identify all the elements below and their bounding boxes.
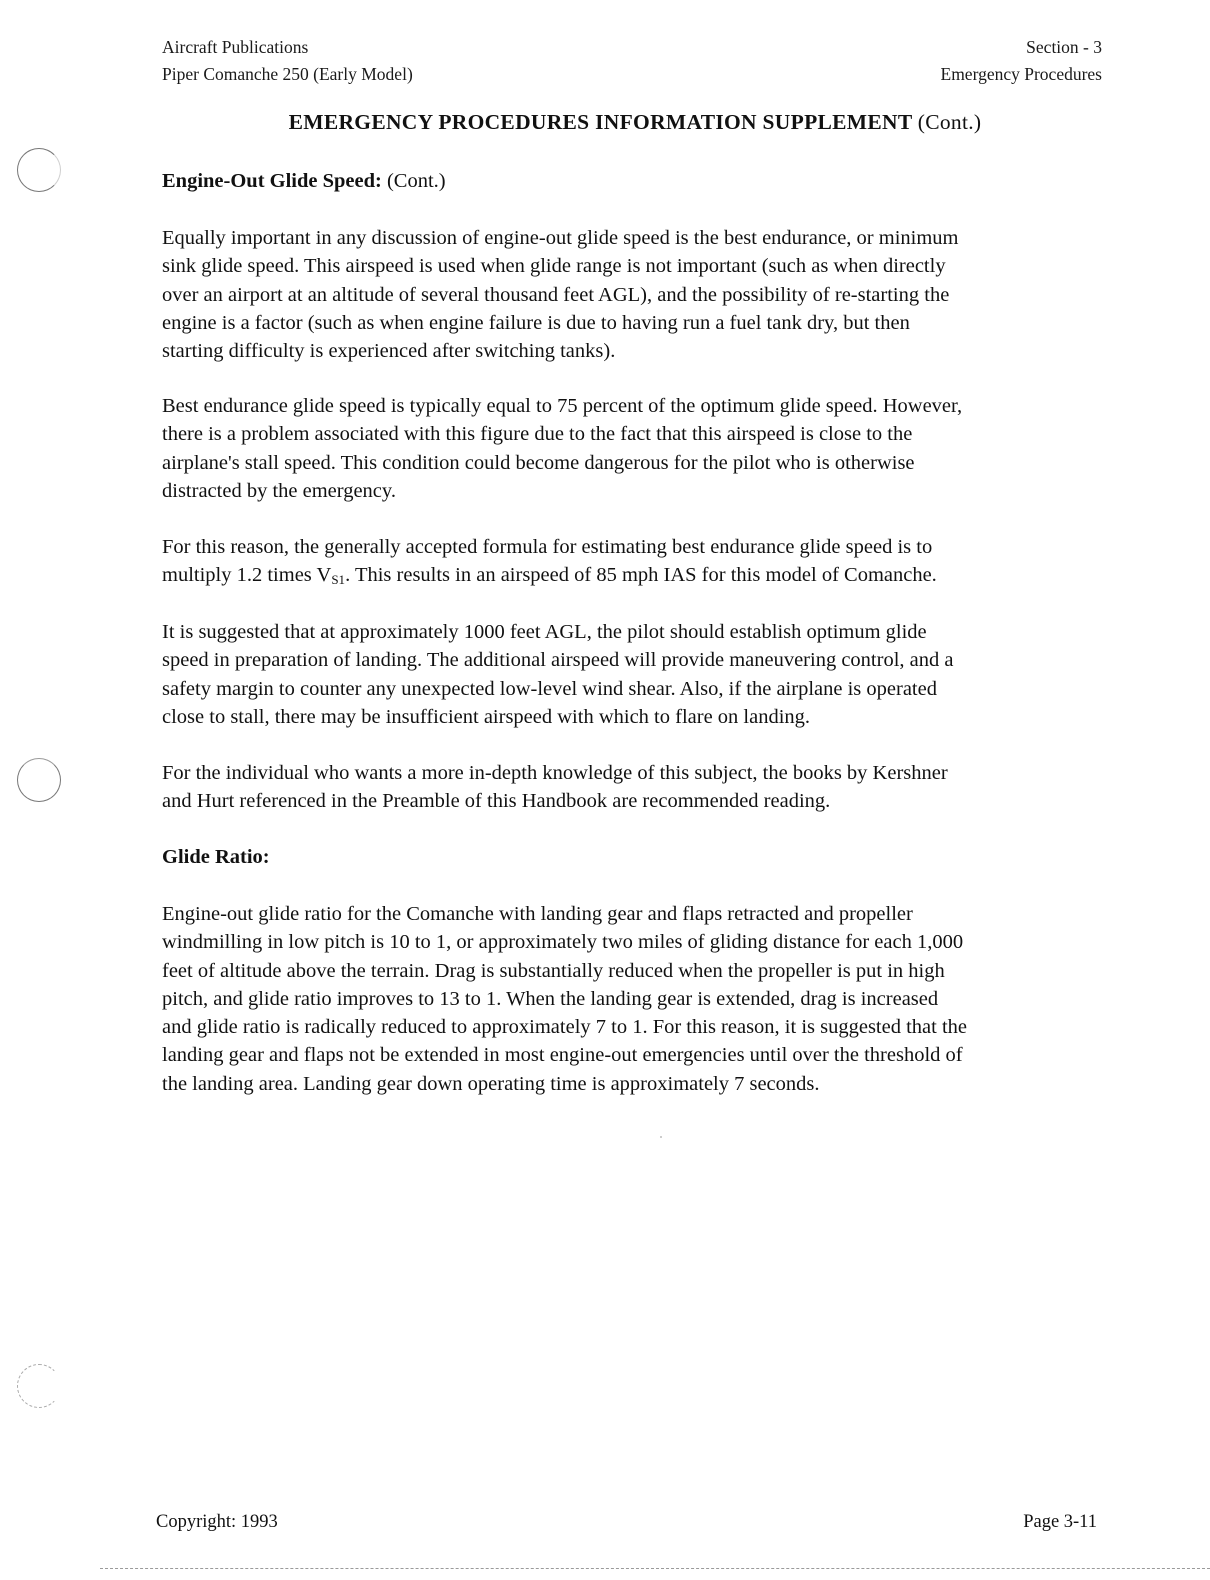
glide-speed-paragraph-3 (162, 533, 1107, 590)
text-line: and glide ratio is radically reduced to approximately 7 to 1. For this reason, it is suggested that the (162, 1016, 968, 1039)
text-line: Engine-out glide ratio for the Comanche with landing gear and flaps retracted and propeller (162, 903, 913, 925)
text-line: engine is a factor (such as when engine failure is due to having run a fuel tank dry, but then (162, 311, 910, 334)
text-line: speed in preparation of landing. The additional airspeed will provide maneuvering control, and a (162, 649, 954, 672)
page-bottom-edge (100, 1568, 1210, 1569)
text-line: close to stall, there may be insufficient airspeed with which to flare on landing. (162, 705, 811, 728)
formula-text: multiply 1.2 times V (162, 564, 332, 587)
text-line: For this reason, the generally accepted formula for estimating best endurance glide speed is to (162, 536, 933, 558)
punch-hole-bottom (17, 1364, 61, 1408)
text-line: and Hurt referenced in the Preamble of this Handbook are recommended reading. (162, 790, 831, 813)
text-line: starting difficulty is experienced after switching tanks). (162, 340, 616, 363)
publisher: Aircraft Publications (162, 37, 309, 57)
copyright: Copyright: 1993 (156, 1512, 278, 1532)
glide-ratio-heading: Glide Ratio: (162, 846, 270, 868)
text-line (162, 561, 1107, 589)
scan-speck (660, 1136, 662, 1138)
glide-speed-paragraph-5 (162, 759, 1107, 816)
glide-speed-heading (162, 170, 446, 193)
page-number: Page 3-11 (1023, 1512, 1097, 1532)
glide-speed-heading-cont: (Cont.) (386, 170, 446, 192)
section-number: Section - 3 (1026, 37, 1102, 57)
text-line: there is a problem associated with this figure due to the fact that this airspeed is close to the (162, 423, 913, 446)
vs1-subscript: S1 (331, 572, 346, 588)
header-right (941, 34, 1103, 88)
header-left (162, 34, 413, 88)
page-title-main: EMERGENCY PROCEDURES INFORMATION SUPPLEMENT (288, 110, 913, 134)
text-line: pitch, and glide ratio improves to 13 to 1. When the landing gear is extended, drag is increased (162, 987, 939, 1010)
glide-speed-paragraph-4 (162, 618, 1107, 731)
punch-hole-top (17, 148, 61, 192)
text-line: windmilling in low pitch is 10 to 1, or approximately two miles of gliding distance for each 1,000 (162, 931, 964, 954)
text-line: over an airport at an altitude of several thousand feet AGL), and the possibility of re-starting the (162, 283, 950, 306)
text-line: the landing area. Landing gear down operating time is approximately 7 seconds. (162, 1072, 820, 1095)
text-line: safety margin to counter any unexpected low-level wind shear. Also, if the airplane is operated (162, 677, 937, 700)
text-line: distracted by the emergency. (162, 479, 396, 502)
glide-speed-paragraph-1 (162, 224, 1107, 365)
text-line: It is suggested that at approximately 1000 feet AGL, the pilot should establish optimum glide (162, 621, 927, 643)
glide-speed-heading-text: Engine-Out Glide Speed: (162, 170, 382, 192)
text-line: landing gear and flaps not be extended in most engine-out emergencies until over the threshold of (162, 1044, 963, 1067)
text-line: sink glide speed. This airspeed is used when glide range is not important (such as when directly (162, 255, 946, 278)
formula-result-text: . This results in an airspeed of 85 mph IAS for this model of Comanche. (345, 564, 937, 587)
aircraft-model: Piper Comanche 250 (Early Model) (162, 64, 413, 84)
text-line: feet of altitude above the terrain. Drag is substantially reduced when the propeller is put in high (162, 959, 945, 982)
section-name: Emergency Procedures (940, 64, 1102, 84)
text-line: Best endurance glide speed is typically equal to 75 percent of the optimum glide speed. However, (162, 395, 963, 417)
glide-speed-paragraph-2 (162, 392, 1107, 505)
punch-hole-middle (17, 758, 61, 802)
page-title (0, 110, 1210, 135)
text-line: For the individual who wants a more in-depth knowledge of this subject, the books by Kershner (162, 762, 948, 784)
glide-ratio-paragraph (162, 900, 1107, 1098)
text-line: airplane's stall speed. This condition could become dangerous for the pilot who is otherwise (162, 451, 915, 474)
text-line: Equally important in any discussion of engine-out glide speed is the best endurance, or minimum (162, 227, 959, 249)
page-title-cont: (Cont.) (917, 110, 982, 134)
